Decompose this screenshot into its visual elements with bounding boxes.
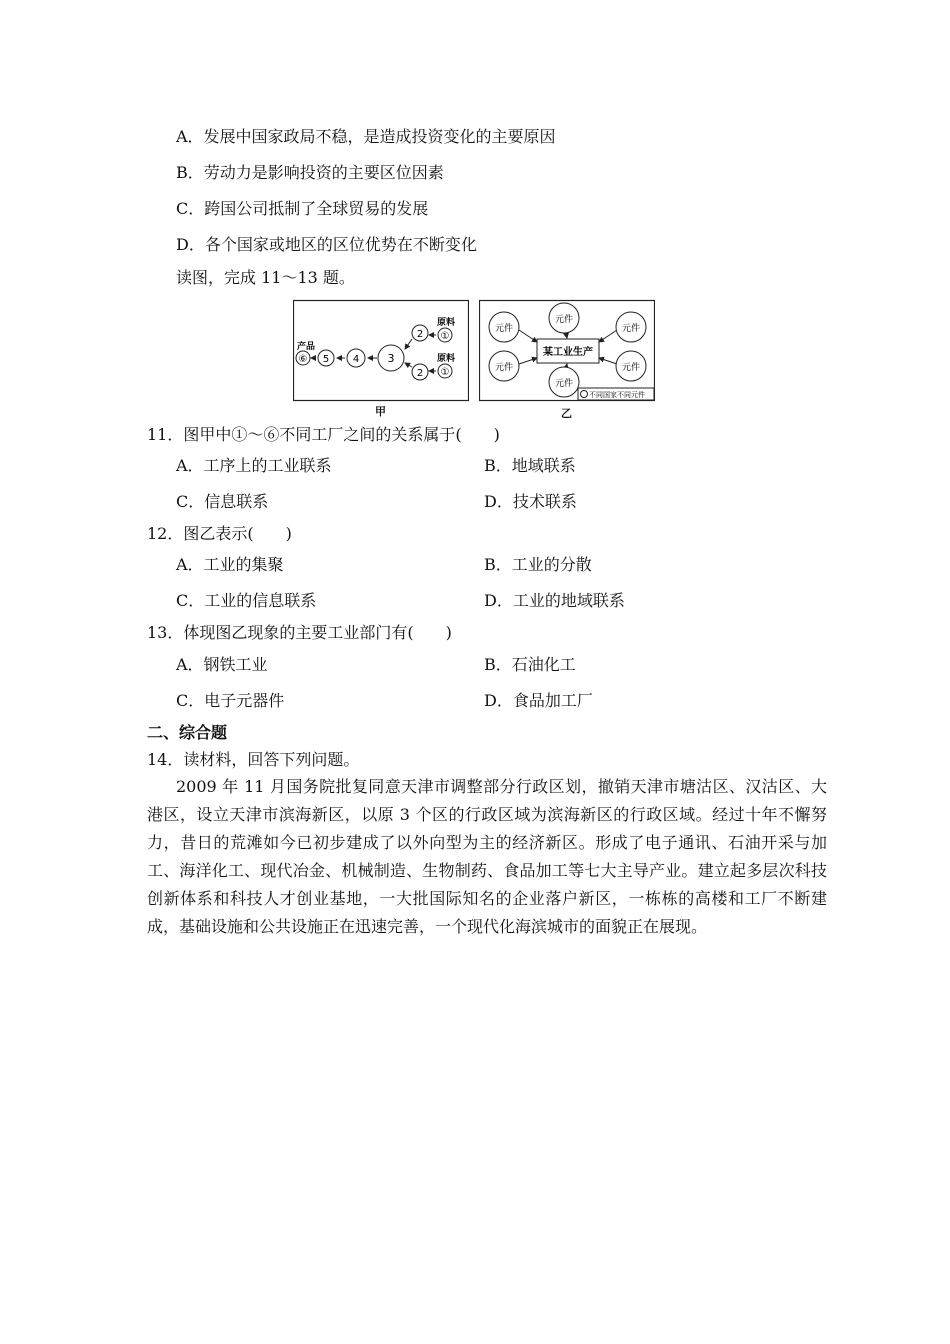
figure-yi: [479, 298, 655, 406]
component-label: 元件: [621, 363, 641, 373]
component-label: 元件: [494, 324, 514, 334]
q12-stem: 12．图乙表示( ): [147, 524, 292, 543]
intro-text: 读图，完成 11～13 题。: [176, 268, 355, 287]
component-label: 元件: [621, 324, 641, 334]
q13-option-d: D．食品加工厂: [484, 691, 593, 710]
node-label: ①: [440, 367, 450, 378]
product-label: 产品: [297, 342, 316, 352]
component-label: 元件: [554, 315, 574, 325]
q11-option-a: A．工序上的工业联系: [176, 456, 332, 475]
q12-option-a: A．工业的集聚: [176, 555, 284, 574]
legend-label: 不同国家不同元件: [589, 391, 645, 399]
q11-option-c: C．信息联系: [176, 492, 269, 511]
q13-option-a: A．钢铁工业: [176, 655, 268, 674]
node-label: 4: [352, 354, 360, 365]
section-heading: 二、综合题: [147, 723, 228, 742]
node-label: ⑥: [298, 354, 308, 365]
q12-option-b: B．工业的分散: [484, 555, 592, 574]
q14-stem: 14．读材料，回答下列问题。: [147, 750, 360, 769]
component-label: 元件: [554, 379, 574, 389]
center-label: 某工业生产: [543, 347, 593, 358]
q11-stem: 11．图甲中①～⑥不同工厂之间的关系属于( ): [147, 425, 500, 444]
node-label: 2: [416, 329, 424, 340]
q13-option-c: C．电子元器件: [176, 691, 285, 710]
q10-option-a: A．发展中国家政局不稳，是造成投资变化的主要原因: [176, 127, 556, 146]
node-label: ①: [440, 331, 450, 342]
material-label-top: 原料: [437, 318, 456, 328]
node-label: 5: [322, 354, 330, 365]
component-label: 元件: [494, 363, 514, 373]
q11-option-b: B．地域联系: [484, 456, 576, 475]
q10-option-c: C．跨国公司抵制了全球贸易的发展: [176, 199, 429, 218]
figure-jia: [293, 298, 469, 406]
q12-option-d: D．工业的地域联系: [484, 591, 625, 610]
q14-material: 2009 年 11 月国务院批复同意天津市调整部分行政区划，撤销天津市塘沽区、汉沽区、大港区，设立天津市滨海新区，以原 3 个区的行政区域为滨海新区的行政区域。经过十年不懈努力，昔日的荒滩如今已初步建成了以外向型为主的经济新区。形成了电子通讯、石油开采与加工、海洋化工、现代冶金、机械制造、生物制药、食品加工等七大主导产业。建立起多层次科技创新体系和科技人才创业基地，一大批国际知名的企业落户新区，一栋栋的高楼和工厂不断建成，基础设施和公共设施正在迅速完善，一个现代化海滨城市的面貌正在展现。: [147, 777, 827, 936]
figure-jia-caption: 甲: [375, 405, 386, 418]
q11-option-d: D．技术联系: [484, 492, 577, 511]
q10-option-b: B．劳动力是影响投资的主要区位因素: [176, 163, 444, 182]
material-label-bottom: 原料: [437, 354, 456, 364]
q10-option-d: D．各个国家或地区的区位优势在不断变化: [176, 235, 477, 254]
q13-option-b: B．石油化工: [484, 655, 576, 674]
figure-yi-caption: 乙: [561, 407, 572, 420]
node-label: 2: [416, 368, 424, 379]
q13-stem: 13．体现图乙现象的主要工业部门有( ): [147, 623, 452, 642]
q12-option-c: C．工业的信息联系: [176, 591, 317, 610]
node-label: 3: [387, 352, 395, 365]
